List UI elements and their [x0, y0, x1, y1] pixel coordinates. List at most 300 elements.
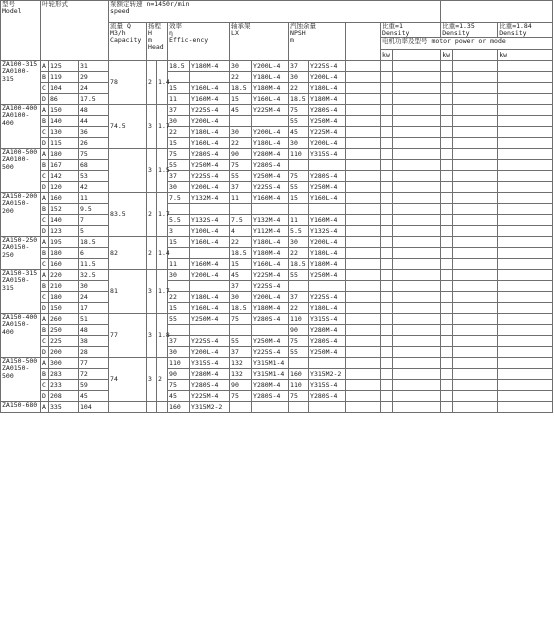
- motor-type-3-cell: Y160M-4: [309, 215, 346, 226]
- blank-cell: [346, 303, 381, 314]
- head-value-cell: 26: [79, 138, 109, 149]
- flow-cell: 82: [109, 237, 147, 270]
- motor-type-3-cell: Y180L-4: [309, 248, 346, 259]
- npsh-cell: 22: [289, 83, 309, 94]
- density-1-kw-cell: [381, 116, 393, 127]
- impeller-diameter-cell: 167: [49, 160, 79, 171]
- motor-type-3-cell: Y225M-4: [309, 127, 346, 138]
- motor-type-2-cell: [252, 402, 289, 413]
- stage-cell: 3: [147, 149, 157, 193]
- npsh-cell: 55: [289, 116, 309, 127]
- motor-type-3-cell: Y225S-4: [309, 292, 346, 303]
- impeller-diameter-cell: 104: [49, 83, 79, 94]
- density-1-kw-cell: [381, 270, 393, 281]
- density-135-motor-cell: [453, 259, 498, 270]
- head-value-cell: 31: [79, 61, 109, 72]
- efficiency-cell: 15: [168, 237, 190, 248]
- density-1-motor-cell: [393, 369, 441, 380]
- density-184-cell: [498, 127, 553, 138]
- bearing-cell: [230, 204, 252, 215]
- head-value-cell: 29: [79, 72, 109, 83]
- density-1-motor-cell: [393, 171, 441, 182]
- density-1-motor-cell: [393, 325, 441, 336]
- density-1-kw-cell: [381, 314, 393, 325]
- density-1-motor-cell: [393, 226, 441, 237]
- npsh-cell: 22: [289, 248, 309, 259]
- impeller-diameter-cell: 160: [49, 259, 79, 270]
- motor-type-1-cell: Y280S-4: [190, 380, 230, 391]
- header-density-184: [498, 23, 553, 38]
- density-1-kw-cell: [381, 402, 393, 413]
- header-blank: [346, 23, 381, 61]
- efficiency-cell: 30: [168, 116, 190, 127]
- table-row: [1, 182, 553, 193]
- impeller-diameter-cell: 125: [49, 61, 79, 72]
- motor-type-2-cell: Y315M1-4: [252, 358, 289, 369]
- density-1-kw-cell: [381, 105, 393, 116]
- density-135-kw-cell: [441, 61, 453, 72]
- density-1-motor-cell: [393, 380, 441, 391]
- head-factor-cell: 1.7: [157, 270, 168, 314]
- bearing-cell: 22: [230, 72, 252, 83]
- head-value-cell: 11: [79, 193, 109, 204]
- header-density-135: [441, 23, 498, 38]
- density-184-cell: [498, 237, 553, 248]
- density-1-kw-cell: [381, 61, 393, 72]
- motor-type-3-cell: Y200L-4: [309, 72, 346, 83]
- header-flow-label: 流量 Q M3/h Capacity: [110, 22, 142, 45]
- density-135-kw-cell: [441, 325, 453, 336]
- head-value-cell: 45: [79, 391, 109, 402]
- impeller-letter-cell: A: [41, 105, 49, 116]
- density-135-kw-cell: [441, 215, 453, 226]
- density-184-cell: [498, 94, 553, 105]
- impeller-letter-cell: A: [41, 358, 49, 369]
- motor-type-2-cell: Y180M-4: [252, 303, 289, 314]
- density-135-motor-cell: [453, 402, 498, 413]
- density-135-kw-cell: [441, 160, 453, 171]
- density-1-motor-cell: [393, 402, 441, 413]
- density-1-motor-cell: [393, 94, 441, 105]
- header-density-135-label: 比重=1.35 Density: [442, 22, 475, 38]
- density-184-cell: [498, 160, 553, 171]
- impeller-diameter-cell: 120: [49, 182, 79, 193]
- density-1-motor-cell: [393, 204, 441, 215]
- density-184-cell: [498, 314, 553, 325]
- npsh-cell: 22: [289, 303, 309, 314]
- motor-type-1-cell: Y160L-4: [190, 303, 230, 314]
- impeller-letter-cell: D: [41, 138, 49, 149]
- impeller-diameter-cell: 86: [49, 94, 79, 105]
- density-184-cell: [498, 215, 553, 226]
- motor-type-3-cell: Y280M-4: [309, 325, 346, 336]
- motor-type-1-cell: Y280M-4: [190, 369, 230, 380]
- head-value-cell: 53: [79, 171, 109, 182]
- head-factor-cell: 2: [157, 358, 168, 402]
- motor-type-2-cell: Y280S-4: [252, 160, 289, 171]
- motor-type-2-cell: Y112M-4: [252, 226, 289, 237]
- stage-cell: [147, 402, 157, 413]
- head-value-cell: 59: [79, 380, 109, 391]
- blank-cell: [346, 215, 381, 226]
- table-row: [1, 61, 553, 72]
- impeller-letter-cell: A: [41, 193, 49, 204]
- motor-type-2-cell: Y180L-4: [252, 72, 289, 83]
- motor-type-2-cell: Y225S-4: [252, 182, 289, 193]
- motor-type-2-cell: Y315M1-4: [252, 369, 289, 380]
- efficiency-cell: 15: [168, 83, 190, 94]
- table-row: [1, 259, 553, 270]
- density-135-motor-cell: [453, 270, 498, 281]
- density-135-kw-cell: [441, 83, 453, 94]
- header-speed: [109, 1, 441, 23]
- density-135-kw-cell: [441, 105, 453, 116]
- density-1-motor-cell: [393, 347, 441, 358]
- head-value-cell: 11.5: [79, 259, 109, 270]
- impeller-diameter-cell: 283: [49, 369, 79, 380]
- blank-cell: [346, 380, 381, 391]
- header-npsh: [289, 23, 346, 61]
- motor-type-1-cell: Y132M-4: [190, 193, 230, 204]
- head-value-cell: 42: [79, 182, 109, 193]
- model-cell: ZA150-680: [1, 402, 41, 413]
- efficiency-cell: 30: [168, 182, 190, 193]
- motor-type-2-cell: Y180M-4: [252, 83, 289, 94]
- efficiency-cell: 3: [168, 226, 190, 237]
- head-value-cell: 9.5: [79, 204, 109, 215]
- head-value-cell: 32.5: [79, 270, 109, 281]
- blank-cell: [346, 193, 381, 204]
- motor-type-1-cell: Y200L-4: [190, 347, 230, 358]
- flow-cell: 78: [109, 61, 147, 105]
- density-1-kw-cell: [381, 171, 393, 182]
- table-row: [1, 105, 553, 116]
- model-cell: ZA100-315 ZA0100-315: [1, 61, 41, 105]
- bearing-cell: 37: [230, 281, 252, 292]
- motor-type-2-cell: Y225S-4: [252, 281, 289, 292]
- head-value-cell: 28: [79, 347, 109, 358]
- density-184-cell: [498, 149, 553, 160]
- table-row: [1, 193, 553, 204]
- density-135-kw-cell: [441, 248, 453, 259]
- blank-cell: [346, 248, 381, 259]
- table-row: [1, 116, 553, 127]
- npsh-cell: [289, 160, 309, 171]
- density-1-kw-cell: [381, 248, 393, 259]
- model-cell: ZA150-250 ZA0150-250: [1, 237, 41, 270]
- npsh-cell: 45: [289, 127, 309, 138]
- flow-cell: [109, 149, 147, 193]
- blank-cell: [346, 116, 381, 127]
- header-kw-2-blank: [453, 50, 498, 61]
- density-1-kw-cell: [381, 303, 393, 314]
- motor-type-1-cell: Y200L-4: [190, 270, 230, 281]
- motor-type-1-cell: Y225S-4: [190, 105, 230, 116]
- impeller-diameter-cell: 250: [49, 325, 79, 336]
- density-1-kw-cell: [381, 72, 393, 83]
- density-1-motor-cell: [393, 259, 441, 270]
- impeller-diameter-cell: 220: [49, 270, 79, 281]
- impeller-diameter-cell: 150: [49, 105, 79, 116]
- efficiency-cell: 90: [168, 369, 190, 380]
- density-1-motor-cell: [393, 292, 441, 303]
- impeller-letter-cell: B: [41, 204, 49, 215]
- density-135-kw-cell: [441, 347, 453, 358]
- motor-type-1-cell: Y180L-4: [190, 292, 230, 303]
- impeller-diameter-cell: 180: [49, 248, 79, 259]
- motor-type-1-cell: Y280S-4: [190, 149, 230, 160]
- blank-cell: [346, 61, 381, 72]
- density-1-kw-cell: [381, 160, 393, 171]
- motor-type-1-cell: Y160M-4: [190, 259, 230, 270]
- density-135-kw-cell: [441, 226, 453, 237]
- impeller-diameter-cell: 233: [49, 380, 79, 391]
- motor-type-1-cell: Y200L-4: [190, 182, 230, 193]
- density-1-motor-cell: [393, 83, 441, 94]
- impeller-letter-cell: C: [41, 83, 49, 94]
- motor-type-3-cell: [309, 358, 346, 369]
- bearing-cell: 45: [230, 105, 252, 116]
- blank-cell: [346, 358, 381, 369]
- bearing-cell: 55: [230, 336, 252, 347]
- efficiency-cell: [168, 204, 190, 215]
- motor-type-3-cell: Y315M2-2: [309, 369, 346, 380]
- flow-cell: [109, 402, 147, 413]
- bearing-cell: 15: [230, 259, 252, 270]
- density-184-cell: [498, 292, 553, 303]
- efficiency-cell: 15: [168, 303, 190, 314]
- efficiency-cell: 37: [168, 105, 190, 116]
- motor-type-1-cell: [190, 248, 230, 259]
- density-135-motor-cell: [453, 182, 498, 193]
- model-cell: ZA100-400 ZA0100-400: [1, 105, 41, 149]
- bearing-cell: 45: [230, 270, 252, 281]
- motor-type-1-cell: [190, 325, 230, 336]
- table-row: [1, 402, 553, 413]
- motor-type-2-cell: Y160M-4: [252, 193, 289, 204]
- density-184-cell: [498, 303, 553, 314]
- motor-type-1-cell: Y200L-4: [190, 116, 230, 127]
- npsh-cell: 55: [289, 182, 309, 193]
- bearing-cell: 55: [230, 171, 252, 182]
- impeller-diameter-cell: 130: [49, 127, 79, 138]
- bearing-cell: 18.5: [230, 303, 252, 314]
- impeller-diameter-cell: 150: [49, 303, 79, 314]
- header-motor-label: 电机功率及型号 motor power or mode: [382, 37, 506, 46]
- table-row: [1, 83, 553, 94]
- density-1-kw-cell: [381, 127, 393, 138]
- motor-type-3-cell: Y200L-4: [309, 138, 346, 149]
- table-row: [1, 281, 553, 292]
- density-184-cell: [498, 402, 553, 413]
- bearing-cell: 18.5: [230, 83, 252, 94]
- motor-type-1-cell: Y160L-4: [190, 83, 230, 94]
- density-135-motor-cell: [453, 336, 498, 347]
- bearing-cell: 7.5: [230, 215, 252, 226]
- npsh-cell: 90: [289, 325, 309, 336]
- motor-type-1-cell: [190, 281, 230, 292]
- table-row: [1, 204, 553, 215]
- motor-type-2-cell: Y280M-4: [252, 149, 289, 160]
- motor-type-1-cell: Y160L-4: [190, 237, 230, 248]
- density-1-kw-cell: [381, 281, 393, 292]
- motor-type-3-cell: Y280S-4: [309, 105, 346, 116]
- impeller-letter-cell: A: [41, 237, 49, 248]
- efficiency-cell: 18.5: [168, 61, 190, 72]
- density-135-motor-cell: [453, 281, 498, 292]
- motor-type-2-cell: Y180L-4: [252, 138, 289, 149]
- header-bearing: [230, 23, 289, 61]
- density-1-motor-cell: [393, 336, 441, 347]
- motor-type-3-cell: Y132S-4: [309, 226, 346, 237]
- npsh-cell: [289, 281, 309, 292]
- motor-type-1-cell: [190, 72, 230, 83]
- npsh-cell: 75: [289, 391, 309, 402]
- npsh-cell: 75: [289, 105, 309, 116]
- table-row: [1, 94, 553, 105]
- flow-cell: 74: [109, 358, 147, 402]
- stage-cell: 2: [147, 237, 157, 270]
- table-row: [1, 215, 553, 226]
- density-135-motor-cell: [453, 237, 498, 248]
- density-184-cell: [498, 380, 553, 391]
- bearing-cell: 132: [230, 358, 252, 369]
- impeller-diameter-cell: 119: [49, 72, 79, 83]
- header-speed-label: 泵额定转速 n=1450r/min speed: [110, 0, 190, 16]
- head-value-cell: 104: [79, 402, 109, 413]
- impeller-letter-cell: A: [41, 270, 49, 281]
- stage-cell: 2: [147, 193, 157, 237]
- density-1-kw-cell: [381, 193, 393, 204]
- density-1-motor-cell: [393, 215, 441, 226]
- blank-cell: [346, 270, 381, 281]
- impeller-diameter-cell: 260: [49, 314, 79, 325]
- density-135-motor-cell: [453, 380, 498, 391]
- motor-type-1-cell: Y160M-4: [190, 94, 230, 105]
- blank-cell: [346, 314, 381, 325]
- efficiency-cell: 75: [168, 149, 190, 160]
- density-184-cell: [498, 358, 553, 369]
- blank-cell: [346, 160, 381, 171]
- bearing-cell: 4: [230, 226, 252, 237]
- bearing-cell: 75: [230, 391, 252, 402]
- efficiency-cell: 11: [168, 94, 190, 105]
- bearing-cell: 22: [230, 237, 252, 248]
- motor-type-1-cell: Y225S-4: [190, 336, 230, 347]
- impeller-diameter-cell: 140: [49, 116, 79, 127]
- density-135-motor-cell: [453, 226, 498, 237]
- motor-type-3-cell: Y280S-4: [309, 171, 346, 182]
- density-135-kw-cell: [441, 270, 453, 281]
- efficiency-cell: 110: [168, 358, 190, 369]
- bearing-cell: 30: [230, 127, 252, 138]
- density-1-motor-cell: [393, 303, 441, 314]
- density-1-kw-cell: [381, 325, 393, 336]
- bearing-cell: 75: [230, 160, 252, 171]
- density-135-kw-cell: [441, 72, 453, 83]
- density-135-motor-cell: [453, 215, 498, 226]
- motor-type-2-cell: Y200L-4: [252, 127, 289, 138]
- motor-type-3-cell: Y180L-4: [309, 303, 346, 314]
- impeller-letter-cell: B: [41, 116, 49, 127]
- density-135-kw-cell: [441, 193, 453, 204]
- density-184-cell: [498, 248, 553, 259]
- motor-type-3-cell: Y180M-4: [309, 94, 346, 105]
- flow-cell: 77: [109, 314, 147, 358]
- density-135-kw-cell: [441, 281, 453, 292]
- impeller-letter-cell: C: [41, 215, 49, 226]
- density-135-kw-cell: [441, 127, 453, 138]
- model-cell: ZA150-400 ZA0150-400: [1, 314, 41, 358]
- motor-type-2-cell: Y250M-4: [252, 171, 289, 182]
- density-1-kw-cell: [381, 391, 393, 402]
- head-value-cell: 17.5: [79, 94, 109, 105]
- efficiency-cell: [168, 72, 190, 83]
- table-row: [1, 138, 553, 149]
- density-135-motor-cell: [453, 347, 498, 358]
- blank-cell: [346, 336, 381, 347]
- motor-type-1-cell: Y160L-4: [190, 138, 230, 149]
- header-model-label: 型号 Model: [2, 0, 22, 16]
- table-row: [1, 72, 553, 83]
- stage-cell: 3: [147, 270, 157, 314]
- efficiency-cell: 22: [168, 127, 190, 138]
- density-1-motor-cell: [393, 248, 441, 259]
- bearing-cell: [230, 116, 252, 127]
- impeller-diameter-cell: 115: [49, 138, 79, 149]
- impeller-letter-cell: A: [41, 61, 49, 72]
- table-row: [1, 226, 553, 237]
- header-motor: [381, 38, 553, 50]
- motor-type-3-cell: [309, 281, 346, 292]
- motor-type-2-cell: Y200L-4: [252, 292, 289, 303]
- density-135-motor-cell: [453, 369, 498, 380]
- model-cell: ZA150-200 ZA0150-200: [1, 193, 41, 237]
- efficiency-cell: 55: [168, 160, 190, 171]
- efficiency-cell: 37: [168, 171, 190, 182]
- bearing-cell: 30: [230, 292, 252, 303]
- npsh-cell: 30: [289, 237, 309, 248]
- impeller-diameter-cell: 160: [49, 193, 79, 204]
- blank-cell: [346, 94, 381, 105]
- table-row: [1, 314, 553, 325]
- head-value-cell: 48: [79, 105, 109, 116]
- impeller-letter-cell: C: [41, 127, 49, 138]
- density-135-kw-cell: [441, 292, 453, 303]
- impeller-diameter-cell: 200: [49, 347, 79, 358]
- efficiency-cell: 15: [168, 138, 190, 149]
- motor-type-1-cell: Y180L-4: [190, 127, 230, 138]
- head-value-cell: 6: [79, 248, 109, 259]
- density-135-motor-cell: [453, 116, 498, 127]
- head-value-cell: 17: [79, 303, 109, 314]
- head-factor-cell: 1.7: [157, 193, 168, 237]
- impeller-letter-cell: C: [41, 380, 49, 391]
- motor-type-1-cell: Y100L-4: [190, 226, 230, 237]
- density-135-motor-cell: [453, 358, 498, 369]
- motor-type-3-cell: Y250M-4: [309, 182, 346, 193]
- table-row: [1, 237, 553, 248]
- motor-type-2-cell: [252, 116, 289, 127]
- pump-table-body: [1, 61, 553, 413]
- head-value-cell: 51: [79, 314, 109, 325]
- motor-type-2-cell: Y280S-4: [252, 391, 289, 402]
- header-head: [147, 23, 168, 61]
- density-135-motor-cell: [453, 204, 498, 215]
- impeller-letter-cell: D: [41, 347, 49, 358]
- header-kw-2: [441, 50, 453, 61]
- density-1-motor-cell: [393, 193, 441, 204]
